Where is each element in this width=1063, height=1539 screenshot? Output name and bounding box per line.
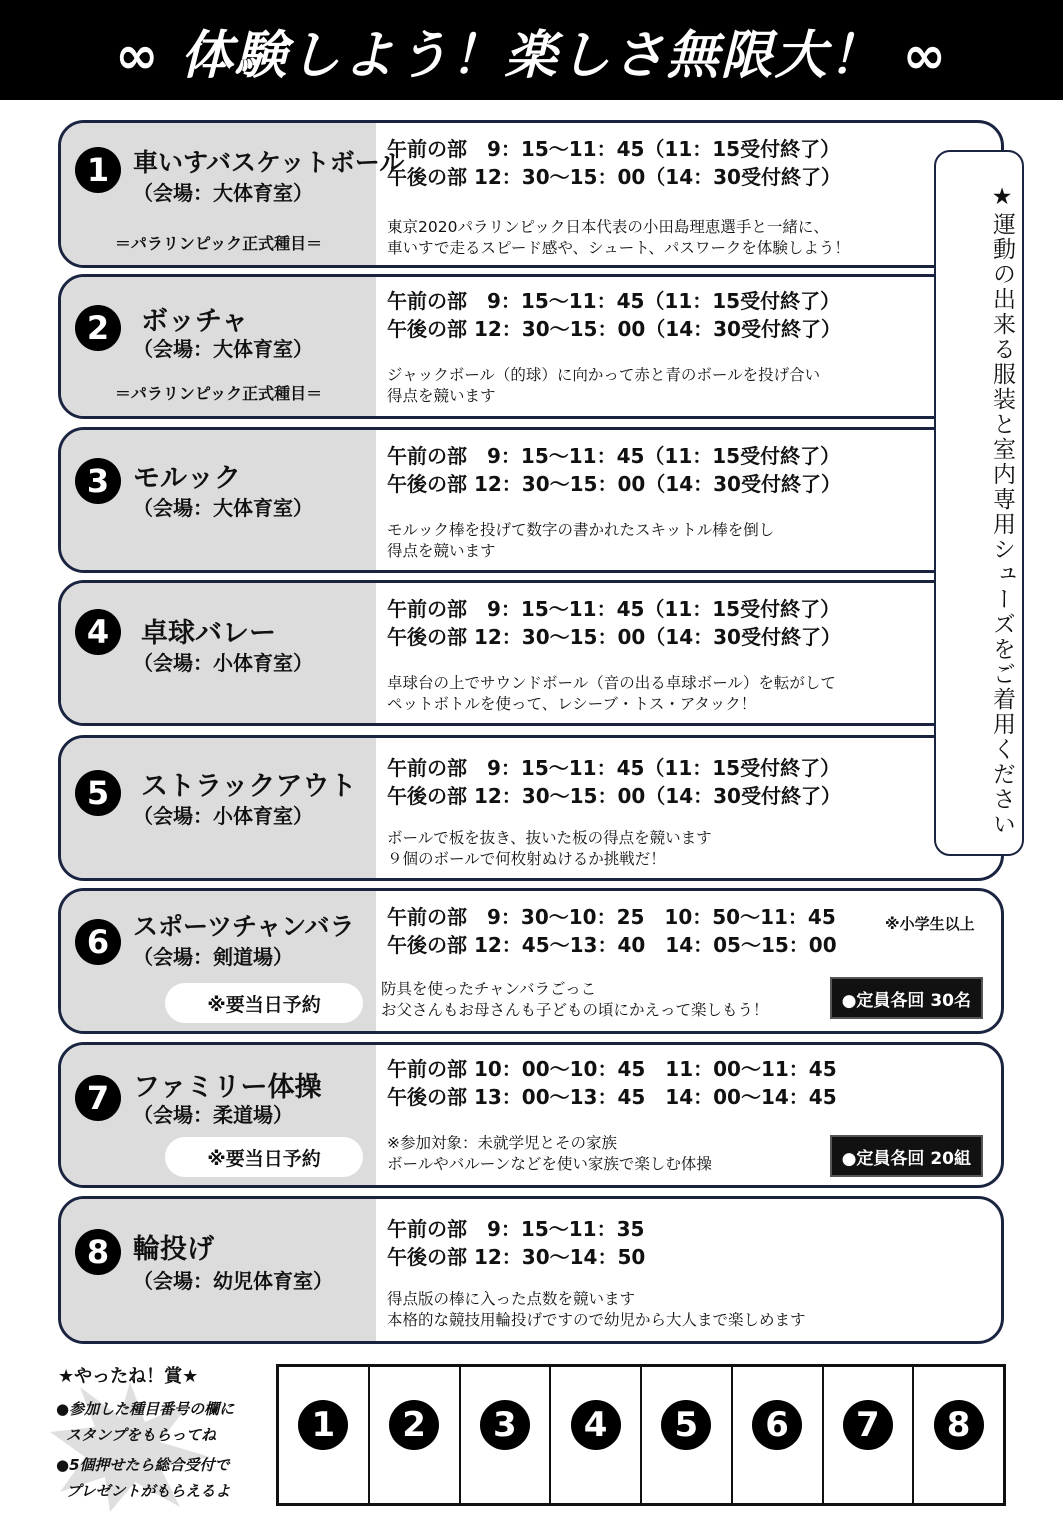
event-times: 午前の部 9：30〜10：25 10：50〜11：45 午後の部 12：45〜13：40 14：05〜15：00: [387, 905, 837, 957]
dress-code-text: ★運動の出来る服装と室内専用シューズをご着用ください: [989, 183, 1015, 837]
event-description: 東京2020パラリンピック日本代表の小田島理恵選手と一緒に、 車いすで走るスピード感や、シュート、パスワークを体験しよう！: [387, 218, 850, 257]
event-times: 午前の部 9：15〜11：45（11：15受付終了） 午後の部 12：30〜15：00（14：30受付終了）: [387, 756, 841, 808]
event-description: ※参加対象：未就学児とその家族 ボールやバルーンなどを使い家族で楽しむ体操: [387, 1134, 712, 1173]
event-name: 車いすバスケットボール: [133, 148, 405, 177]
stamp-card: [276, 1364, 1006, 1506]
capacity-badge: ●定員各回 30名: [830, 977, 983, 1019]
event-number-badge: 6: [75, 919, 121, 965]
event-number-badge: 5: [75, 770, 121, 816]
event-description: 防具を使ったチャンバラごっこ お父さんもお母さんも子どもの頃にかえって楽しもう！: [381, 980, 769, 1019]
event-number-badge: 7: [75, 1075, 121, 1121]
stamp-cell-2[interactable]: [370, 1367, 461, 1503]
event-name: ファミリー体操: [133, 1072, 322, 1103]
award-instruction-1: ●参加した種目番号の欄に: [56, 1400, 235, 1418]
stamp-number: 7: [843, 1400, 893, 1450]
stamp-cell-1[interactable]: [279, 1367, 370, 1503]
stamp-number: 5: [661, 1400, 711, 1450]
award-title: ★やったね！賞★: [58, 1366, 199, 1387]
award-instruction-2: ●5個押せたら総合受付で: [56, 1456, 230, 1474]
event-venue: （会場：大体育室）: [133, 181, 313, 205]
event-description: 得点版の棒に入った点数を競います 本格的な競技用輪投げですので幼児から大人まで楽しめます: [387, 1290, 806, 1329]
event-venue: （会場：幼児体育室）: [133, 1269, 333, 1293]
event-times: 午前の部 10：00〜10：45 11：00〜11：45 午後の部 13：00〜13：45 14：00〜14：45: [387, 1057, 837, 1109]
event-times: 午前の部 9：15〜11：45（11：15受付終了） 午後の部 12：30〜15：00（14：30受付終了）: [387, 597, 841, 649]
event-number-badge: 1: [75, 147, 121, 193]
reservation-pill: ※要当日予約: [165, 1137, 363, 1177]
event-venue: （会場：小体育室）: [133, 804, 313, 828]
page-title: ∞ 体験しよう！楽しさ無限大！ ∞: [115, 25, 948, 86]
event-name: 卓球バレー: [141, 618, 276, 649]
event-name: スポーツチャンバラ: [133, 912, 355, 941]
event-card-4: [58, 580, 1004, 726]
event-card-7: [58, 1042, 1004, 1188]
event-venue: （会場：小体育室）: [133, 651, 313, 675]
event-card-1: [58, 120, 1004, 268]
event-note: ＝パラリンピック正式種目＝: [114, 234, 323, 253]
stamp-cell-3[interactable]: [461, 1367, 552, 1503]
event-name: 輪投げ: [133, 1234, 214, 1265]
award-section: [50, 1362, 270, 1512]
event-number-badge: 2: [75, 305, 121, 351]
event-description: ジャックボール（的球）に向かって赤と青のボールを投げ合い 得点を競います: [387, 366, 821, 405]
award-instruction-2b: プレゼントがもらえるよ: [66, 1482, 231, 1500]
award-instruction-1b: スタンプをもらってね: [66, 1426, 217, 1444]
event-times: 午前の部 9：15〜11：45（11：15受付終了） 午後の部 12：30〜15：00（14：30受付終了）: [387, 137, 841, 189]
event-venue: （会場：大体育室）: [133, 496, 313, 520]
event-card-8: [58, 1196, 1004, 1344]
page-header: [0, 0, 1063, 100]
event-name: ボッチャ: [141, 306, 249, 337]
event-venue: （会場：剣道場）: [133, 945, 293, 969]
age-requirement: ※小学生以上: [885, 915, 975, 933]
event-venue: （会場：大体育室）: [133, 337, 313, 361]
event-description: モルック棒を投げて数字の書かれたスキットル棒を倒し 得点を競います: [387, 521, 775, 560]
event-number-badge: 3: [75, 458, 121, 504]
event-times: 午前の部 9：15〜11：45（11：15受付終了） 午後の部 12：30〜15：00（14：30受付終了）: [387, 444, 841, 496]
dress-code-note: [934, 150, 1024, 856]
stamp-cell-8[interactable]: [914, 1367, 1003, 1503]
event-number-badge: 8: [75, 1229, 121, 1275]
event-note: ＝パラリンピック正式種目＝: [114, 384, 323, 403]
stamp-cell-5[interactable]: [642, 1367, 733, 1503]
event-description: ボールで板を抜き、抜いた板の得点を競います ９個のボールで何枚射ぬけるか挑戦だ！: [387, 829, 712, 868]
event-number-badge: 4: [75, 609, 121, 655]
event-description: 卓球台の上でサウンドボール（音の出る卓球ボール）を転がして ペットボトルを使って、レシーブ・トス・アタック！: [387, 674, 836, 713]
event-times: 午前の部 9：15〜11：45（11：15受付終了） 午後の部 12：30〜15：00（14：30受付終了）: [387, 289, 841, 341]
stamp-number: 3: [480, 1400, 530, 1450]
event-name: モルック: [133, 463, 241, 494]
stamp-number: 4: [571, 1400, 621, 1450]
event-times: 午前の部 9：15〜11：35 午後の部 12：30〜14：50: [387, 1217, 646, 1269]
stamp-number: 6: [752, 1400, 802, 1450]
stamp-cell-7[interactable]: [824, 1367, 915, 1503]
stamp-cell-6[interactable]: [733, 1367, 824, 1503]
event-card-6: [58, 888, 1004, 1034]
event-card-5: [58, 735, 1004, 881]
event-card-2: [58, 274, 1004, 419]
stamp-cell-4[interactable]: [551, 1367, 642, 1503]
capacity-badge: ●定員各回 20組: [830, 1135, 983, 1177]
event-venue: （会場：柔道場）: [133, 1103, 293, 1127]
event-name: ストラックアウト: [141, 771, 357, 802]
event-card-3: [58, 427, 1004, 573]
stamp-number: 1: [298, 1400, 348, 1450]
stamp-number: 2: [389, 1400, 439, 1450]
reservation-pill: ※要当日予約: [165, 983, 363, 1023]
stamp-number: 8: [934, 1400, 984, 1450]
